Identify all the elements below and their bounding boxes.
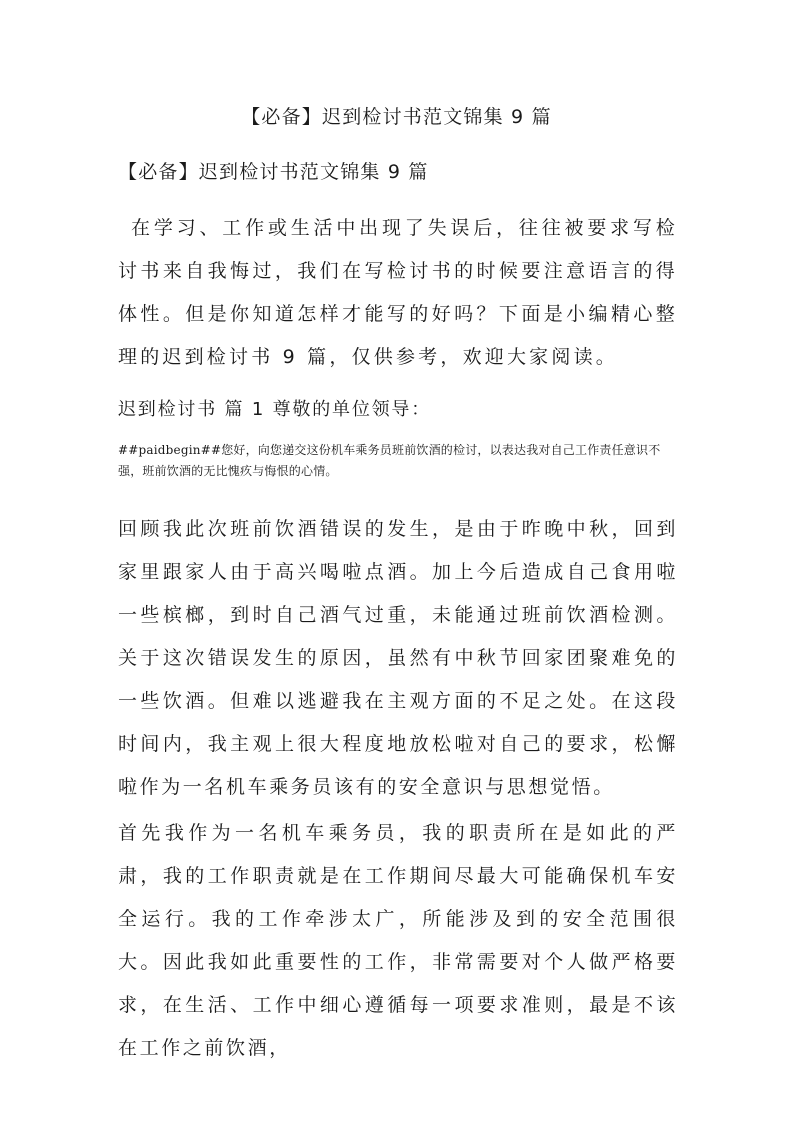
body-paragraph-3: 首先我作为一名机车乘务员，我的职责所在是如此的严肃，我的工作职责就是在工作期间尽最大可能确保机车安全运行。我的工作牵涉太广，所能涉及到的安全范围很大。因此我如此重要性的工作，非常需要对个人做严格要求，在生活、工作中细心遵循每一项要求准则，最是不该在工作之前饮酒， bbox=[118, 822, 678, 1059]
body-paragraph-2: 回顾我此次班前饮酒错误的发生，是由于昨晚中秋，回到家里跟家人由于高兴喝啦点酒。加上今后造成自己食用啦一些槟榔，到时自己酒气过重，未能通过班前饮酒检测。关于这次错误发生的原因，虽然有中秋节回家团聚难免的一些饮酒。但难以逃避我在主观方面的不足之处。在这段时间内，我主观上很大程度地放松啦对自己的要求，松懈啦作为一名机车乘务员该有的安全意识与思想觉悟。 bbox=[118, 518, 678, 798]
opening-paragraph: ##paidbegin##您好，向您递交这份机车乘务员班前饮酒的检讨，以表达我对自己工作责任意识不强，班前饮酒的无比愧疚与悔恨的心情。 bbox=[118, 443, 661, 478]
document-subtitle: 【必备】迟到检讨书范文锦集 9 篇 bbox=[118, 161, 429, 183]
intro-paragraph: 在学习、工作或生活中出现了失误后，往往被要求写检讨书来自我悔过，我们在写检讨书的时候要注意语言的得体性。但是你知道怎样才能写的好吗？下面是小编精心整理的迟到检讨书 9 篇，仅供参考，欢迎大家阅读。 bbox=[118, 217, 678, 368]
document-title: 【必备】迟到检讨书范文锦集 9 篇 bbox=[241, 106, 552, 128]
section-heading: 迟到检讨书 篇 1 尊敬的单位领导： bbox=[118, 399, 432, 420]
